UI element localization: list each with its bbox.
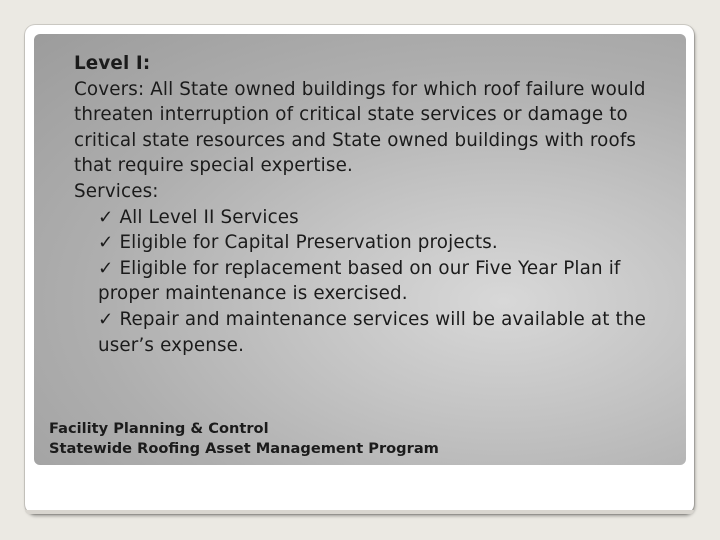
service-bullet-text: Eligible for Capital Preservation projects. xyxy=(119,232,498,254)
slide-footer xyxy=(49,419,439,459)
service-bullet xyxy=(74,230,679,256)
service-bullet xyxy=(74,205,679,231)
service-bullet xyxy=(74,307,679,358)
service-bullet-text: Eligible for replacement based on our Five Year Plan if proper maintenance is exercised. xyxy=(98,257,621,305)
checkmark-icon: ✓ xyxy=(98,257,114,279)
slide-frame xyxy=(25,25,694,514)
checkmark-icon: ✓ xyxy=(98,232,114,254)
service-bullet-text: All Level II Services xyxy=(119,206,299,228)
slide-bottom-bar xyxy=(25,510,694,514)
slide-body xyxy=(74,51,679,358)
checkmark-icon: ✓ xyxy=(98,206,114,228)
service-bullet-text: Repair and maintenance services will be available at the user’s expense. xyxy=(98,308,646,356)
covers-paragraph: Covers: All State owned buildings for which roof failure would threaten interruption of critical state services or damage to critical state resources and State owned buildings with roofs that require special expertise. xyxy=(74,78,646,177)
footer-line-department: Facility Planning & Control xyxy=(49,420,269,437)
services-label: Services: xyxy=(74,180,159,202)
slide-heading: Level I: xyxy=(74,53,151,74)
content-panel xyxy=(34,34,686,465)
service-bullet xyxy=(74,256,679,307)
checkmark-icon: ✓ xyxy=(98,308,114,330)
footer-line-program: Statewide Roofing Asset Management Program xyxy=(49,440,439,457)
